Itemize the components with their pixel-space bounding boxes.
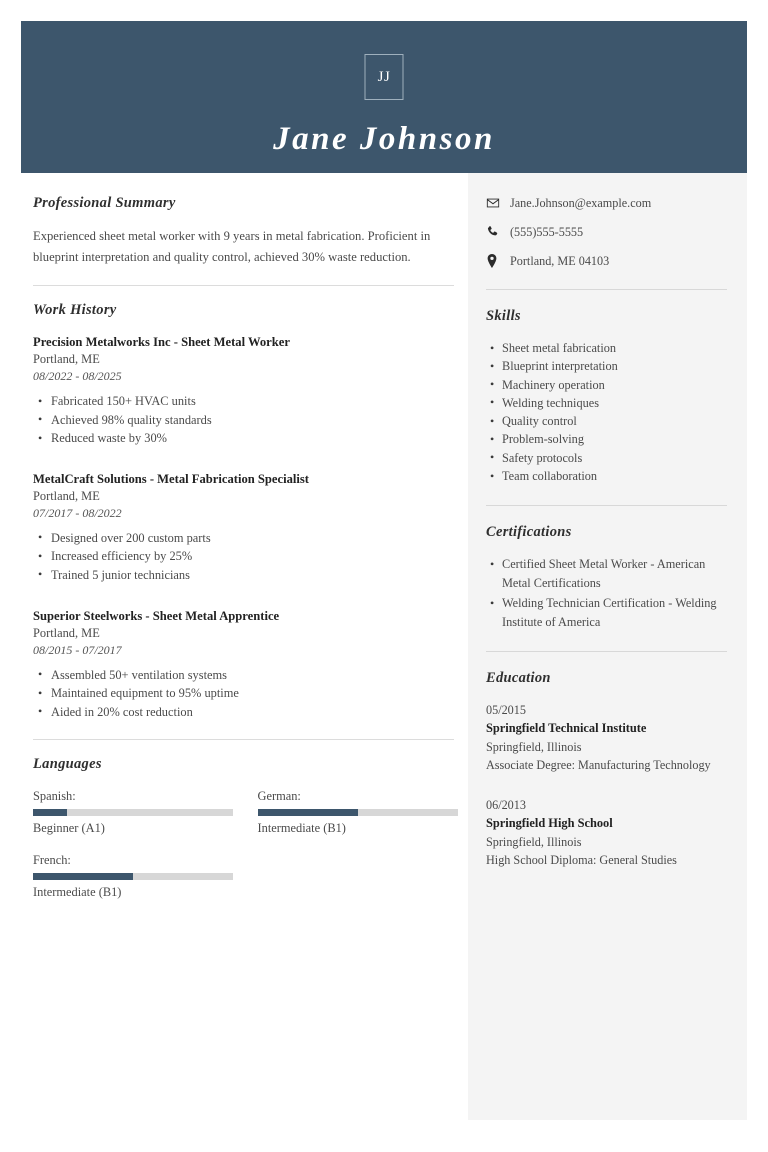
phone-icon [486,224,506,238]
job-entry [33,607,454,722]
resume-page [21,21,747,1120]
contact-email-row[interactable] [486,195,727,211]
job-bullet: • Fabricated 150+ HVAC units [51,392,454,411]
contact-phone-row[interactable] [486,224,727,240]
job-title: Superior Steelworks - Sheet Metal Apprentice [33,608,280,623]
skills-list [486,339,727,485]
skill-item: • Sheet metal fabrication [502,339,727,357]
certification-item: • Certified Sheet Metal Worker - American Metal Certifications [502,555,727,592]
skill-item: • Problem-solving [502,430,727,448]
certifications-list [486,555,727,631]
education-degree: High School Diploma: General Studies [486,853,677,868]
job-bullet: • Achieved 98% quality standards [51,411,454,430]
education-location: Springfield, Illinois [486,740,582,755]
skill-item: • Welding techniques [502,394,727,412]
summary-section-title: Professional Summary [33,195,176,211]
job-entry [33,470,454,585]
language-name: French: [33,853,71,868]
location-pin-icon [486,253,506,268]
monogram-badge [365,54,404,100]
job-dates: 08/2022 - 08/2025 [33,369,122,383]
job-bullet-list [33,392,454,448]
resume-body [21,173,747,1120]
contact-phone-text: (555)555-5555 [510,225,584,239]
job-bullet: • Reduced waste by 30% [51,429,454,448]
job-entry [33,333,454,448]
language-progress-track [258,809,458,816]
language-item [244,787,455,837]
language-level: Intermediate (B1) [257,821,346,836]
job-title: Precision Metalworks Inc - Sheet Metal Worker [33,335,290,349]
sidebar-divider [486,505,727,506]
skill-item: • Machinery operation [502,376,727,394]
skill-item: • Quality control [502,412,727,430]
main-column [21,173,468,1120]
education-date: 05/2015 [486,703,526,718]
education-entry [486,796,727,869]
languages-list [33,787,454,915]
languages-section-title: Languages [33,756,102,773]
job-bullet: • Aided in 20% cost reduction [51,703,454,722]
skill-item: • Team collaboration [502,467,727,485]
language-level: Intermediate (B1) [33,885,122,900]
certification-item: • Welding Technician Certification - Welding Institute of America [502,594,727,631]
contact-email-text: Jane.Johnson@example.com [510,196,652,210]
skill-item: • Safety protocols [502,449,727,467]
sidebar-divider [486,651,727,652]
job-bullet-list [33,666,454,722]
contact-address-row[interactable] [486,253,727,269]
summary-text: Experienced sheet metal worker with 9 years in metal fabrication. Proficient in blueprint interpretation and quality control, achieved 30% waste reduction. [33,229,431,264]
job-bullet: • Assembled 50+ ventilation systems [51,666,454,685]
resume-header [21,21,747,173]
job-title: MetalCraft Solutions - Metal Fabrication Specialist [33,471,309,486]
education-entry [486,701,727,774]
language-name: German: [257,789,301,804]
education-school: Springfield Technical Institute [486,721,647,736]
job-location: Portland, ME [33,625,100,640]
language-item [33,787,244,837]
language-item [33,851,244,901]
education-school: Springfield High School [486,816,613,831]
job-bullet: • Increased efficiency by 25% [51,547,454,566]
job-bullet: • Trained 5 junior technicians [51,566,454,585]
work-history-list [33,333,454,721]
language-progress-fill [33,809,67,816]
sidebar-column [468,173,747,1120]
language-progress-fill [258,809,358,816]
education-degree: Associate Degree: Manufacturing Technology [486,758,711,773]
education-section-title: Education [486,670,551,687]
certifications-section-title: Certifications [486,524,572,541]
section-divider [33,739,454,740]
job-dates: 08/2015 - 07/2017 [33,642,122,657]
language-name: Spanish: [33,789,76,804]
sidebar-divider [486,289,727,290]
education-list [486,701,727,869]
education-location: Springfield, Illinois [486,835,582,850]
job-location: Portland, ME [33,488,100,503]
language-level: Beginner (A1) [33,821,105,836]
language-progress-track [33,809,233,816]
job-dates: 07/2017 - 08/2022 [33,505,122,520]
envelope-icon [486,195,506,210]
skills-section-title: Skills [486,308,521,324]
language-progress-track [33,873,233,880]
candidate-name: Jane Johnson [273,121,495,157]
contact-address-text: Portland, ME 04103 [510,254,610,268]
contact-list [486,195,727,269]
section-divider [33,285,454,286]
work-history-section-title: Work History [33,302,117,318]
education-date: 06/2013 [486,798,526,813]
job-bullet: • Maintained equipment to 95% uptime [51,684,454,703]
job-bullet: • Designed over 200 custom parts [51,529,454,548]
skill-item: • Blueprint interpretation [502,357,727,375]
monogram-initials: JJ [377,68,391,85]
job-location: Portland, ME [33,352,100,366]
job-bullet-list [33,529,454,585]
language-progress-fill [33,873,133,880]
